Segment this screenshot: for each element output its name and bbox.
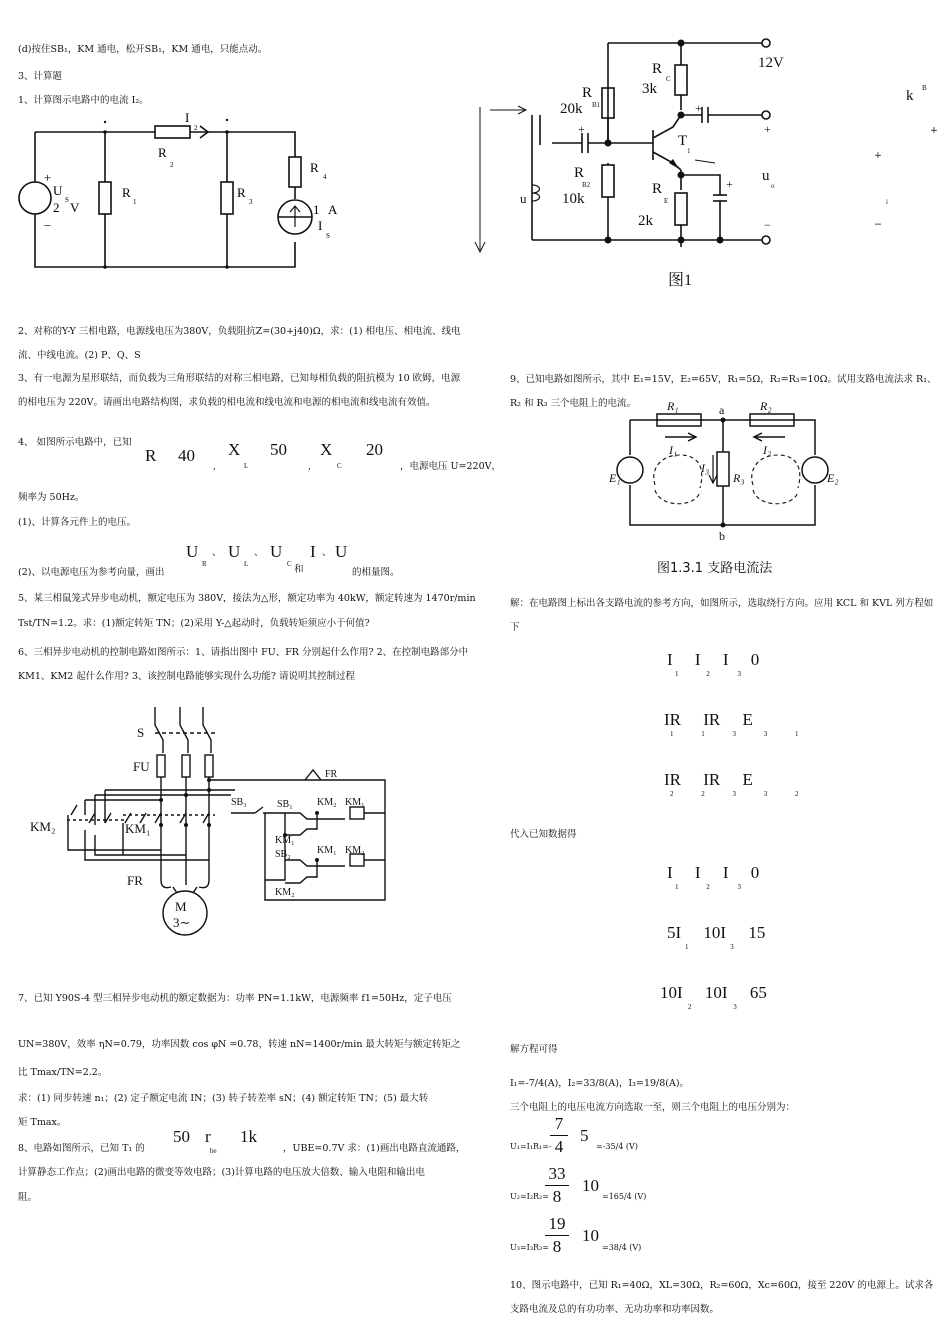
re-value: 2k	[638, 213, 653, 229]
rb2-label: R	[574, 165, 585, 181]
fig-node-a: a	[719, 403, 725, 417]
label-sb3: SB₃	[231, 797, 247, 808]
input-voltage: u	[520, 191, 527, 206]
r3-label: R	[237, 185, 246, 200]
label-fu: FU	[133, 759, 150, 774]
question-10: 10、图示电路中，已知 R₁=40Ω，XL=30Ω，R₂=60Ω，Xc=60Ω，接至 220V 的电源上。试求各支路电流及总的有功功率、无功功率和功率因数。	[510, 1280, 934, 1315]
question-7-line4: 求：(1) 同步转速 n₁；(2) 定子额定电流 IN；(3) 转子转差率 sN；(4) 额定转矩 TN；(5) 最大转	[18, 1093, 429, 1104]
equation-3: IR IR E	[664, 770, 753, 789]
u2-fraction: 33 8	[545, 1164, 569, 1207]
figure-caption-1: 图1	[668, 272, 693, 289]
question-8-prefix: 8、电路如图所示，已知 T₁ 的	[18, 1143, 145, 1154]
re-label: R	[652, 181, 663, 197]
u3-result: =38/4 (V)	[602, 1243, 642, 1252]
r1-label: R	[122, 185, 131, 200]
amplifier-circuit-diagram	[470, 35, 800, 295]
rb2-value: 10k	[562, 191, 585, 207]
q4-xc: X	[320, 440, 333, 459]
r1-sub: 1	[133, 198, 137, 206]
equation-2-subs: 1 1 3 3 1	[670, 730, 799, 738]
question-8-line2: 计算静态工作点；(2)画出电路的微变等效电路；(3)计算电路的电压放大倍数、输入电阻和输出电	[18, 1167, 425, 1178]
transistor-label: T	[678, 133, 688, 149]
question-3: 3、有一电源为星形联结，而负载为三角形联结的对称三相电路，已知每相负载的阻抗模为 10 欧姆，电源的相电压为 220V。请画出电路结构图，求负载的相电流和线电流和电源的相电流和线电流有效值。	[18, 373, 461, 408]
phasor-ul: U	[228, 542, 241, 561]
section-title: 3、计算题	[18, 71, 63, 82]
kb-label: k	[906, 88, 914, 104]
fig-i1: I₁	[669, 443, 678, 457]
kb-plus-1: +	[930, 125, 938, 136]
us-value: 2	[53, 200, 60, 215]
rb1-label: R	[582, 85, 593, 101]
question-1: 1、计算图示电路中的电流 I₂。	[18, 95, 149, 106]
label-sb2: SB₂	[275, 849, 291, 860]
re-sub: E	[664, 197, 669, 205]
fig-r3: R₃	[733, 471, 745, 485]
fig-e1: E₁	[609, 471, 621, 485]
q4-r: R	[145, 446, 157, 465]
question-5-line2: Tst/TN=1.2。求：(1)额定转矩 TN；(2)采用 Y-△起动时，负载转矩须应小于何值?	[18, 618, 370, 629]
phasor-and: 和	[294, 564, 304, 575]
equation-5: 5I 10I 15	[667, 923, 766, 942]
rb1-sub: B1	[592, 101, 601, 109]
fig-r2: R₂	[760, 399, 772, 413]
equation-4-subs: 1 2 3	[675, 883, 741, 891]
is-unit: A	[328, 202, 338, 217]
phasor-i: I	[310, 542, 316, 561]
i2-label: I	[185, 110, 190, 125]
transistor-sub: 1	[687, 147, 691, 155]
output-voltage: u	[762, 168, 770, 184]
question-7-line5: 矩 Tmax。	[18, 1117, 67, 1128]
question-4-sub2: (2)、以电源电压为参考向量，画出	[18, 567, 165, 578]
r3-sub: 3	[249, 198, 253, 206]
u1-fraction: 7 4	[550, 1114, 568, 1157]
question-4-sub1: (1)、计算各元件上的电压。	[18, 517, 136, 528]
question-4-suffix: ，电源电压 U=220V，	[400, 461, 501, 472]
motor-control-diagram	[25, 695, 405, 945]
answer-line-d: (d)按住SB₁，KM 通电，松开SB₁，KM 通电，只能点动。	[18, 44, 268, 55]
question-7-line2: UN=380V，效率 ηN=0.79，功率因数 cos φN =0.78，转速 nN=1400r/min 最大转矩与额定转矩之	[18, 1039, 461, 1050]
label-km2-aux: KM₂	[275, 887, 295, 898]
question-4-sub2-end: 的相量图。	[352, 567, 400, 578]
rc-sub: C	[666, 75, 671, 83]
q4-xl: X	[228, 440, 241, 459]
label-km2-coil: KM₂	[345, 845, 365, 856]
u1-multiplier: 5	[580, 1126, 589, 1145]
fig-node-b: b	[719, 529, 725, 543]
question-4-frequency: 频率为 50Hz。	[18, 492, 85, 503]
phasor-uc: U	[270, 542, 283, 561]
question-2: 2、对称的Y-Y 三相电路，电源线电压为380V，负载阻抗Z=(30+j40)Ω，求：(1) 相电压、相电流、线电流、中线电流。(2) P、Q、S	[18, 326, 461, 361]
label-km1-aux: KM₁	[275, 835, 295, 846]
q8-r: r	[205, 1127, 211, 1146]
label-sb1: SB₁	[277, 799, 293, 810]
solve-note: 解方程可得	[510, 1044, 558, 1055]
us-minus: −	[44, 218, 52, 233]
us-label: U	[53, 183, 63, 198]
question-8-mid: ，UBE=0.7V 求：(1)画出电路直流通路，	[283, 1143, 466, 1154]
solution-intro: 解：在电路图上标出各支路电流的参考方向，如图所示，选取绕行方向。应用 KCL 和 KVL 列方程如下	[510, 598, 934, 633]
rb2-sub: B2	[582, 181, 591, 189]
output-plus: +	[764, 122, 771, 136]
us-unit: V	[70, 200, 80, 215]
fig-e2: E₂	[827, 471, 839, 485]
label-fr: FR	[127, 873, 143, 888]
question-8-line3: 阻。	[18, 1192, 38, 1203]
u3-label: U₃=I₃R₃=	[510, 1243, 549, 1252]
r4-sub: 4	[323, 173, 327, 181]
is-value: 1	[313, 202, 320, 217]
u3-fraction: 19 8	[545, 1214, 569, 1257]
substitution-note: 代入已知数据得	[510, 829, 577, 840]
r2-label: R	[158, 145, 167, 160]
question-7-line1: 7、已知 Y90S-4 型三相异步电动机的额定数据为：功率 PN=1.1kW，电源频率 f1=50Hz，定子电压	[18, 993, 452, 1004]
label-s: S	[137, 725, 145, 740]
equation-1-subs: 1 2 3	[675, 670, 741, 678]
c2-plus: +	[695, 101, 702, 115]
label-fr-contact: FR	[325, 769, 338, 780]
label-km2: KM₂	[30, 819, 56, 834]
current-results: I₁=-7/4(A)，I₂=33/8(A)，I₃=19/8(A)。	[510, 1078, 690, 1089]
u3-multiplier: 10	[582, 1226, 599, 1245]
us-sub: S	[65, 196, 69, 204]
circuit-1-diagram	[10, 112, 340, 277]
rc-label: R	[652, 61, 663, 77]
fig-r1: R₁	[667, 399, 679, 413]
label-km1-control: KM₁	[317, 845, 337, 856]
fig-i2: I₂	[763, 443, 772, 457]
equation-6-subs: 2 3	[688, 1003, 737, 1011]
q4-r-value: 40	[178, 446, 195, 465]
equation-6: 10I 10I 65	[660, 983, 767, 1002]
label-km1-coil: KM₁	[345, 797, 365, 808]
c1-plus: +	[578, 122, 585, 136]
kb-minus: −	[874, 219, 882, 230]
branch-current-diagram	[605, 399, 855, 550]
question-7-line3: 比 Tmax/TN=2.2。	[18, 1067, 108, 1078]
figure-caption-131: 图1.3.1 支路电流法	[657, 561, 773, 576]
question-6: 6、三相异步电动机的控制电路如图所示：1、请指出图中 FU、FR 分别起什么作用? 2、在控制电路部分中 KM1、KM2 起什么作用? 3、该控制电路能够实现什么功能? 请说明其控制过程	[18, 647, 469, 682]
question-5-line1: 5、某三相鼠笼式异步电动机，额定电压为 380V，接法为△形，额定功率为 40kW，额定转速为 1470r/min	[18, 593, 476, 604]
q8-beta: 50	[173, 1127, 190, 1146]
question-9: 9、已知电路如图所示，其中 E₁=15V，E₂=65V，R₁=5Ω，R₂=R₃=10Ω。试用支路电流法求 R₁、R₂ 和 R₃ 三个电阻上的电流。	[510, 374, 937, 409]
q4-xl-value: 50	[270, 440, 287, 459]
kb-plus-2: +	[874, 150, 882, 161]
phasor-ur: U	[186, 542, 199, 561]
u2-label: U₂=I₂R₂=	[510, 1192, 549, 1201]
label-km2-control: KM₂	[317, 797, 337, 808]
equation-4: I I I 0	[667, 863, 760, 882]
rb1-value: 20k	[560, 101, 583, 117]
equation-3-subs: 2 2 3 3 2	[670, 790, 799, 798]
i2-sub: 2	[194, 124, 198, 132]
q4-xc-sub: C	[337, 462, 342, 470]
q4-xc-value: 20	[366, 440, 383, 459]
u1-result: =-35/4 (V)	[596, 1142, 638, 1151]
equation-5-subs: 1 3	[685, 943, 734, 951]
u2-multiplier: 10	[582, 1176, 599, 1195]
motor-3-phase: 3∼	[173, 915, 191, 930]
u1-label: U₁=I₁R₁=-	[510, 1142, 552, 1151]
output-minus: −	[764, 218, 771, 232]
r2-sub: 2	[170, 161, 174, 169]
label-km1: KM₁	[125, 821, 151, 836]
supply-voltage: 12V	[758, 55, 784, 71]
us-plus: +	[44, 170, 52, 185]
q8-r-sub: be	[210, 1147, 217, 1155]
input-current-i: i	[886, 198, 888, 206]
r4-label: R	[310, 160, 319, 175]
rc-value: 3k	[642, 81, 657, 97]
output-sub: o	[771, 182, 775, 190]
q8-r-value: 1k	[240, 1127, 257, 1146]
phasor-u: U	[335, 542, 348, 561]
motor-m: M	[175, 899, 187, 914]
equation-2: IR IR E	[664, 710, 753, 729]
q4-xl-sub: L	[244, 462, 249, 470]
is-label: I	[318, 218, 323, 233]
is-sub: S	[326, 232, 330, 240]
u2-result: =165/4 (V)	[602, 1192, 647, 1201]
voltage-note: 三个电阻上的电压电流方向选取一至，则三个电阻上的电压分别为：	[510, 1102, 796, 1113]
ce-plus: +	[726, 177, 733, 191]
fig-i3: I₃	[701, 461, 710, 475]
question-4-prefix: 4、 如图所示电路中，已知	[18, 437, 132, 448]
equation-1: I I I 0	[667, 650, 760, 669]
kb-sub: B	[922, 84, 927, 92]
